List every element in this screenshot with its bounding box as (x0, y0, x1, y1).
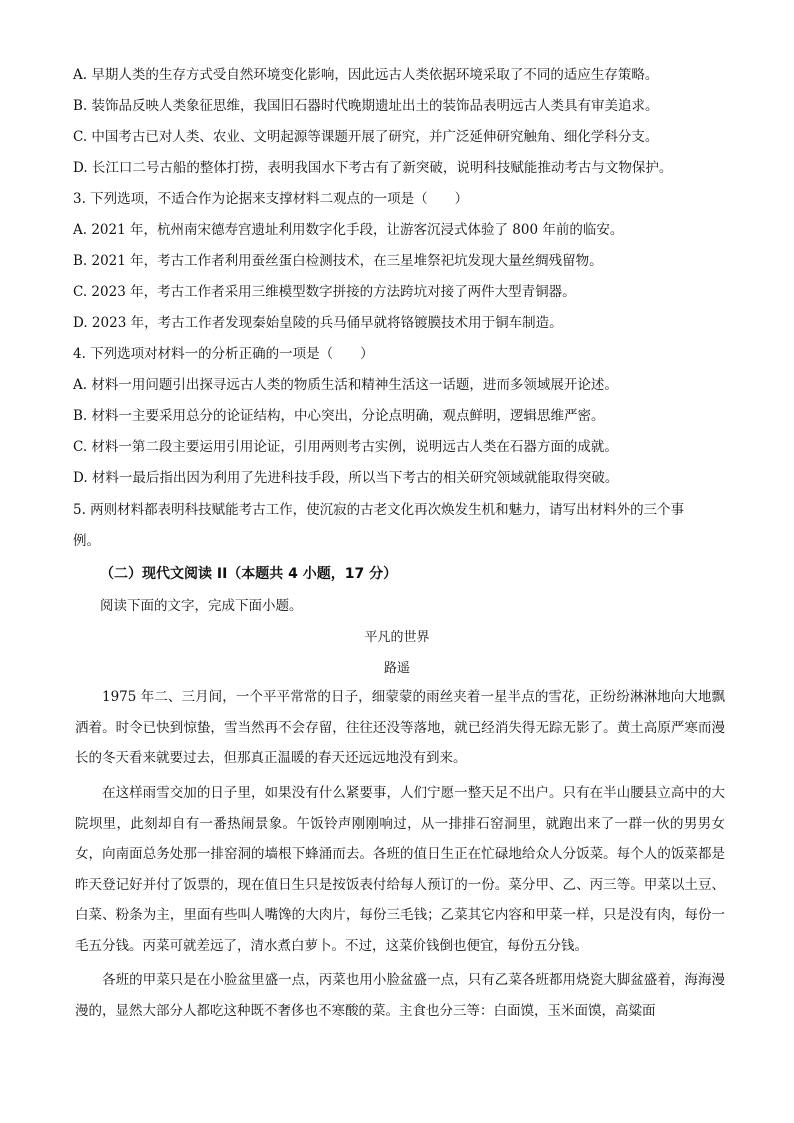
option-2a: A. 早期人类的生存方式受自然环境变化影响，因此远古人类依据环境采取了不同的适应生存策略。 (73, 67, 659, 83)
article-paragraph-2 (75, 778, 725, 961)
article-paragraph-3 (75, 965, 725, 1026)
question-5-line1: 5. 两则材料都表明科技赋能考古工作，使沉寂的古老文化再次焕发生机和魅力，请写出材料外的三个事 (73, 502, 685, 518)
option-2c: C. 中国考古已对人类、农业、文明起源等课题开展了研究，并广泛延伸研究触角、细化学科分支。 (73, 129, 659, 145)
article-title: 平凡的世界 (364, 630, 430, 645)
paragraph-text: 各班的甲菜只是在小脸盆里盛一点，丙菜也用小脸盆盛一点，只有乙菜各班都用烧瓷大脚盆盛着，海海漫漫的，显然大部分人都吃这种既不奢侈也不寒酸的菜。主食也分三等：白面馍，玉米面馍，高粱面 (75, 972, 725, 1019)
option-3d: D. 2023 年，考古工作者发现秦始皇陵的兵马俑早就将铬镀膜技术用于铜车制造。 (73, 315, 563, 331)
option-4d: D. 材料一最后指出因为利用了先进科技手段，所以当下考古的相关研究领域就能取得突破。 (73, 470, 619, 486)
option-4a: A. 材料一用问题引出探寻远古人类的物质生活和精神生活这一话题，进而多领域展开论述。 (73, 377, 618, 393)
question-4-stem: 4. 下列选项对材料一的分析正确的一项是（ ） (73, 346, 374, 362)
option-2b: B. 装饰品反映人类象征思维，我国旧石器时代晚期遗址出土的装饰品表明远古人类具有审美追求。 (73, 98, 659, 114)
option-4c: C. 材料一第二段主要运用引用论证，引用两则考古实例，说明远古人类在石器方面的成就。 (73, 439, 618, 455)
paragraph-text: 1975 年二、三月间，一个平平常常的日子，细蒙蒙的雨丝夹着一星半点的雪花，正纷纷淋淋地向大地飘洒着。时令已快到惊蛰，雪当然再不会存留，往往还没等落地，就已经消失得无踪无影了。黄土高原严寒而漫长的冬天看来就要过去，但那真正温暖的春天还远远地没有到来。 (75, 689, 725, 766)
option-4b: B. 材料一主要采用总分的论证结构，中心突出，分论点明确，观点鲜明，逻辑思维严密。 (73, 408, 605, 424)
option-2d: D. 长江口二号古船的整体打捞，表明我国水下考古有了新突破，说明科技赋能推动考古与文物保护。 (73, 160, 673, 176)
option-3a: A. 2021 年，杭州南宋德寿宫遗址利用数字化手段，让游客沉浸式体验了 800 年前的临安。 (73, 222, 624, 238)
reading-instruction: 阅读下面的文字，完成下面小题。 (100, 598, 303, 614)
article-author: 路遥 (383, 661, 410, 676)
option-3b: B. 2021 年，考古工作者利用蚕丝蛋白检测技术，在三星堆祭祀坑发现大量丝绸残留物。 (73, 253, 603, 269)
option-3c: C. 2023 年，考古工作者采用三维模型数字拼接的方法跨坑对接了两件大型青铜器。 (73, 284, 576, 300)
section-heading: （二）现代文阅读 II（本题共 4 小题，17 分） (100, 566, 398, 582)
question-3-stem: 3. 下列选项，不适合作为论据来支撑材料二观点的一项是（ ） (73, 191, 469, 207)
article-paragraph-1 (75, 682, 725, 774)
question-5-line2: 例。 (73, 533, 100, 549)
paragraph-text: 在这样雨雪交加的日子里，如果没有什么紧要事，人们宁愿一整天足不出户。只有在半山腰县立高中的大院坝里，此刻却自有一番热闹景象。午饭铃声刚刚响过，从一排排石窑洞里，就跑出来了一群一伙的男男女女，向南面总务处那一排窑洞的墙根下蜂涌而去。各班的值日生正在忙碌地给众人分饭菜。每个人的饭菜都是昨天登记好并付了饭票的，现在值日生只是按饭表付给每人预订的一份。菜分甲、乙、丙三等。甲菜以土豆、白菜、粉条为主，里面有些叫人嘴馋的大肉片，每份三毛钱；乙菜其它内容和甲菜一样，只是没有肉，每份一毛五分钱。丙菜可就差远了，清水煮白萝卜。不过，这菜价钱倒也便宜，每份五分钱。 (75, 785, 725, 954)
